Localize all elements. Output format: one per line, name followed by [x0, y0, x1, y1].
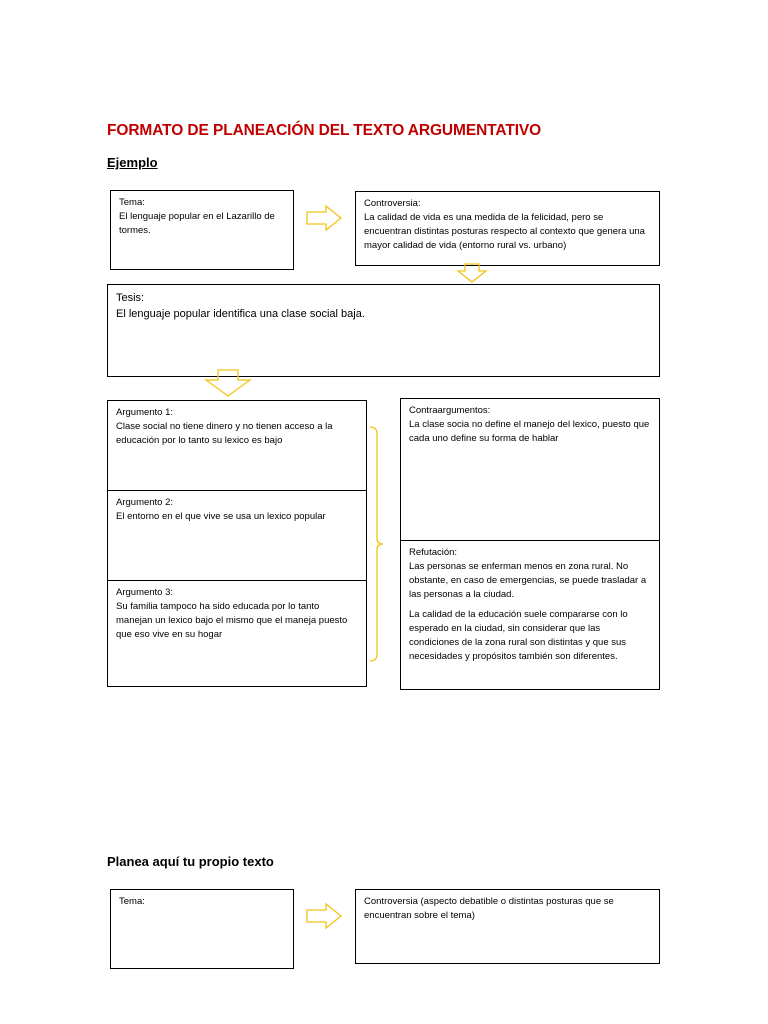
tesis-box [107, 284, 660, 377]
refutacion-label: Refutación: [409, 547, 458, 558]
bracket-icon [368, 426, 388, 662]
down-arrow-icon [457, 263, 487, 283]
contraargumentos-text: La clase socia no define el manejo del lexico, puesto que cada uno define su forma de hablar [409, 419, 650, 444]
own-controversia-box[interactable] [355, 889, 660, 964]
argumento-1-text: Clase social no tiene dinero y no tienen acceso a la educación por lo tanto su lexico es bajo [116, 421, 333, 446]
argumento-3-label: Argumento 3: [116, 587, 174, 598]
page-title: FORMATO DE PLANEACIÓN DEL TEXTO ARGUMENTATIVO [107, 122, 542, 139]
contraargumentos-label: Contraargumentos: [409, 405, 491, 416]
argumento-3-box [107, 580, 367, 687]
argumento-2-label: Argumento 2: [116, 497, 174, 508]
own-controversia-label: Controversia (aspecto debatible o distintas posturas que se encuentran sobre el tema) [364, 896, 614, 921]
tema-label: Tema: [119, 197, 145, 208]
tema-text: El lenguaje popular en el Lazarillo de tormes. [119, 211, 275, 236]
tesis-text: El lenguaje popular identifica una clase social baja. [116, 308, 365, 320]
right-arrow-icon [306, 205, 342, 231]
argumento-2-box [107, 490, 367, 582]
argumento-2-text: El entorno en el que vive se usa un lexico popular [116, 511, 326, 522]
refutacion-paragraph: Las personas se enferman menos en zona rural. No obstante, en caso de emergencias, se puede trasladar a las personas a la ciudad. [409, 561, 647, 600]
refutacion-box [400, 540, 660, 690]
argumento-1-box [107, 400, 367, 491]
argumento-1-label: Argumento 1: [116, 407, 174, 418]
controversia-text: La calidad de vida es una medida de la felicidad, pero se encuentran distintas posturas respecto al contexto que genera una mayor calidad de vida (entorno rural vs. urbano) [364, 212, 645, 251]
tesis-label: Tesis: [116, 292, 145, 304]
contraargumentos-box [400, 398, 660, 542]
own-tema-box[interactable] [110, 889, 294, 969]
own-text-heading: Planea aquí tu propio texto [107, 854, 274, 869]
right-arrow-icon [306, 903, 342, 929]
example-subtitle: Ejemplo [107, 155, 158, 170]
argumento-3-text: Su familia tampoco ha sido educada por lo tanto manejan un lexico bajo el mismo que el maneja puesto que eso vive en su hogar [116, 601, 348, 640]
down-arrow-icon [205, 369, 251, 397]
controversia-box [355, 191, 660, 266]
controversia-label: Controversia: [364, 198, 421, 209]
own-tema-label: Tema: [119, 896, 145, 907]
tema-box [110, 190, 294, 270]
refutacion-paragraph: La calidad de la educación suele compararse con lo esperado en la ciudad, sin considerar que las condiciones de la zona rural son distintas y que sus necesidades y propósitos también son diferentes. [409, 609, 628, 662]
